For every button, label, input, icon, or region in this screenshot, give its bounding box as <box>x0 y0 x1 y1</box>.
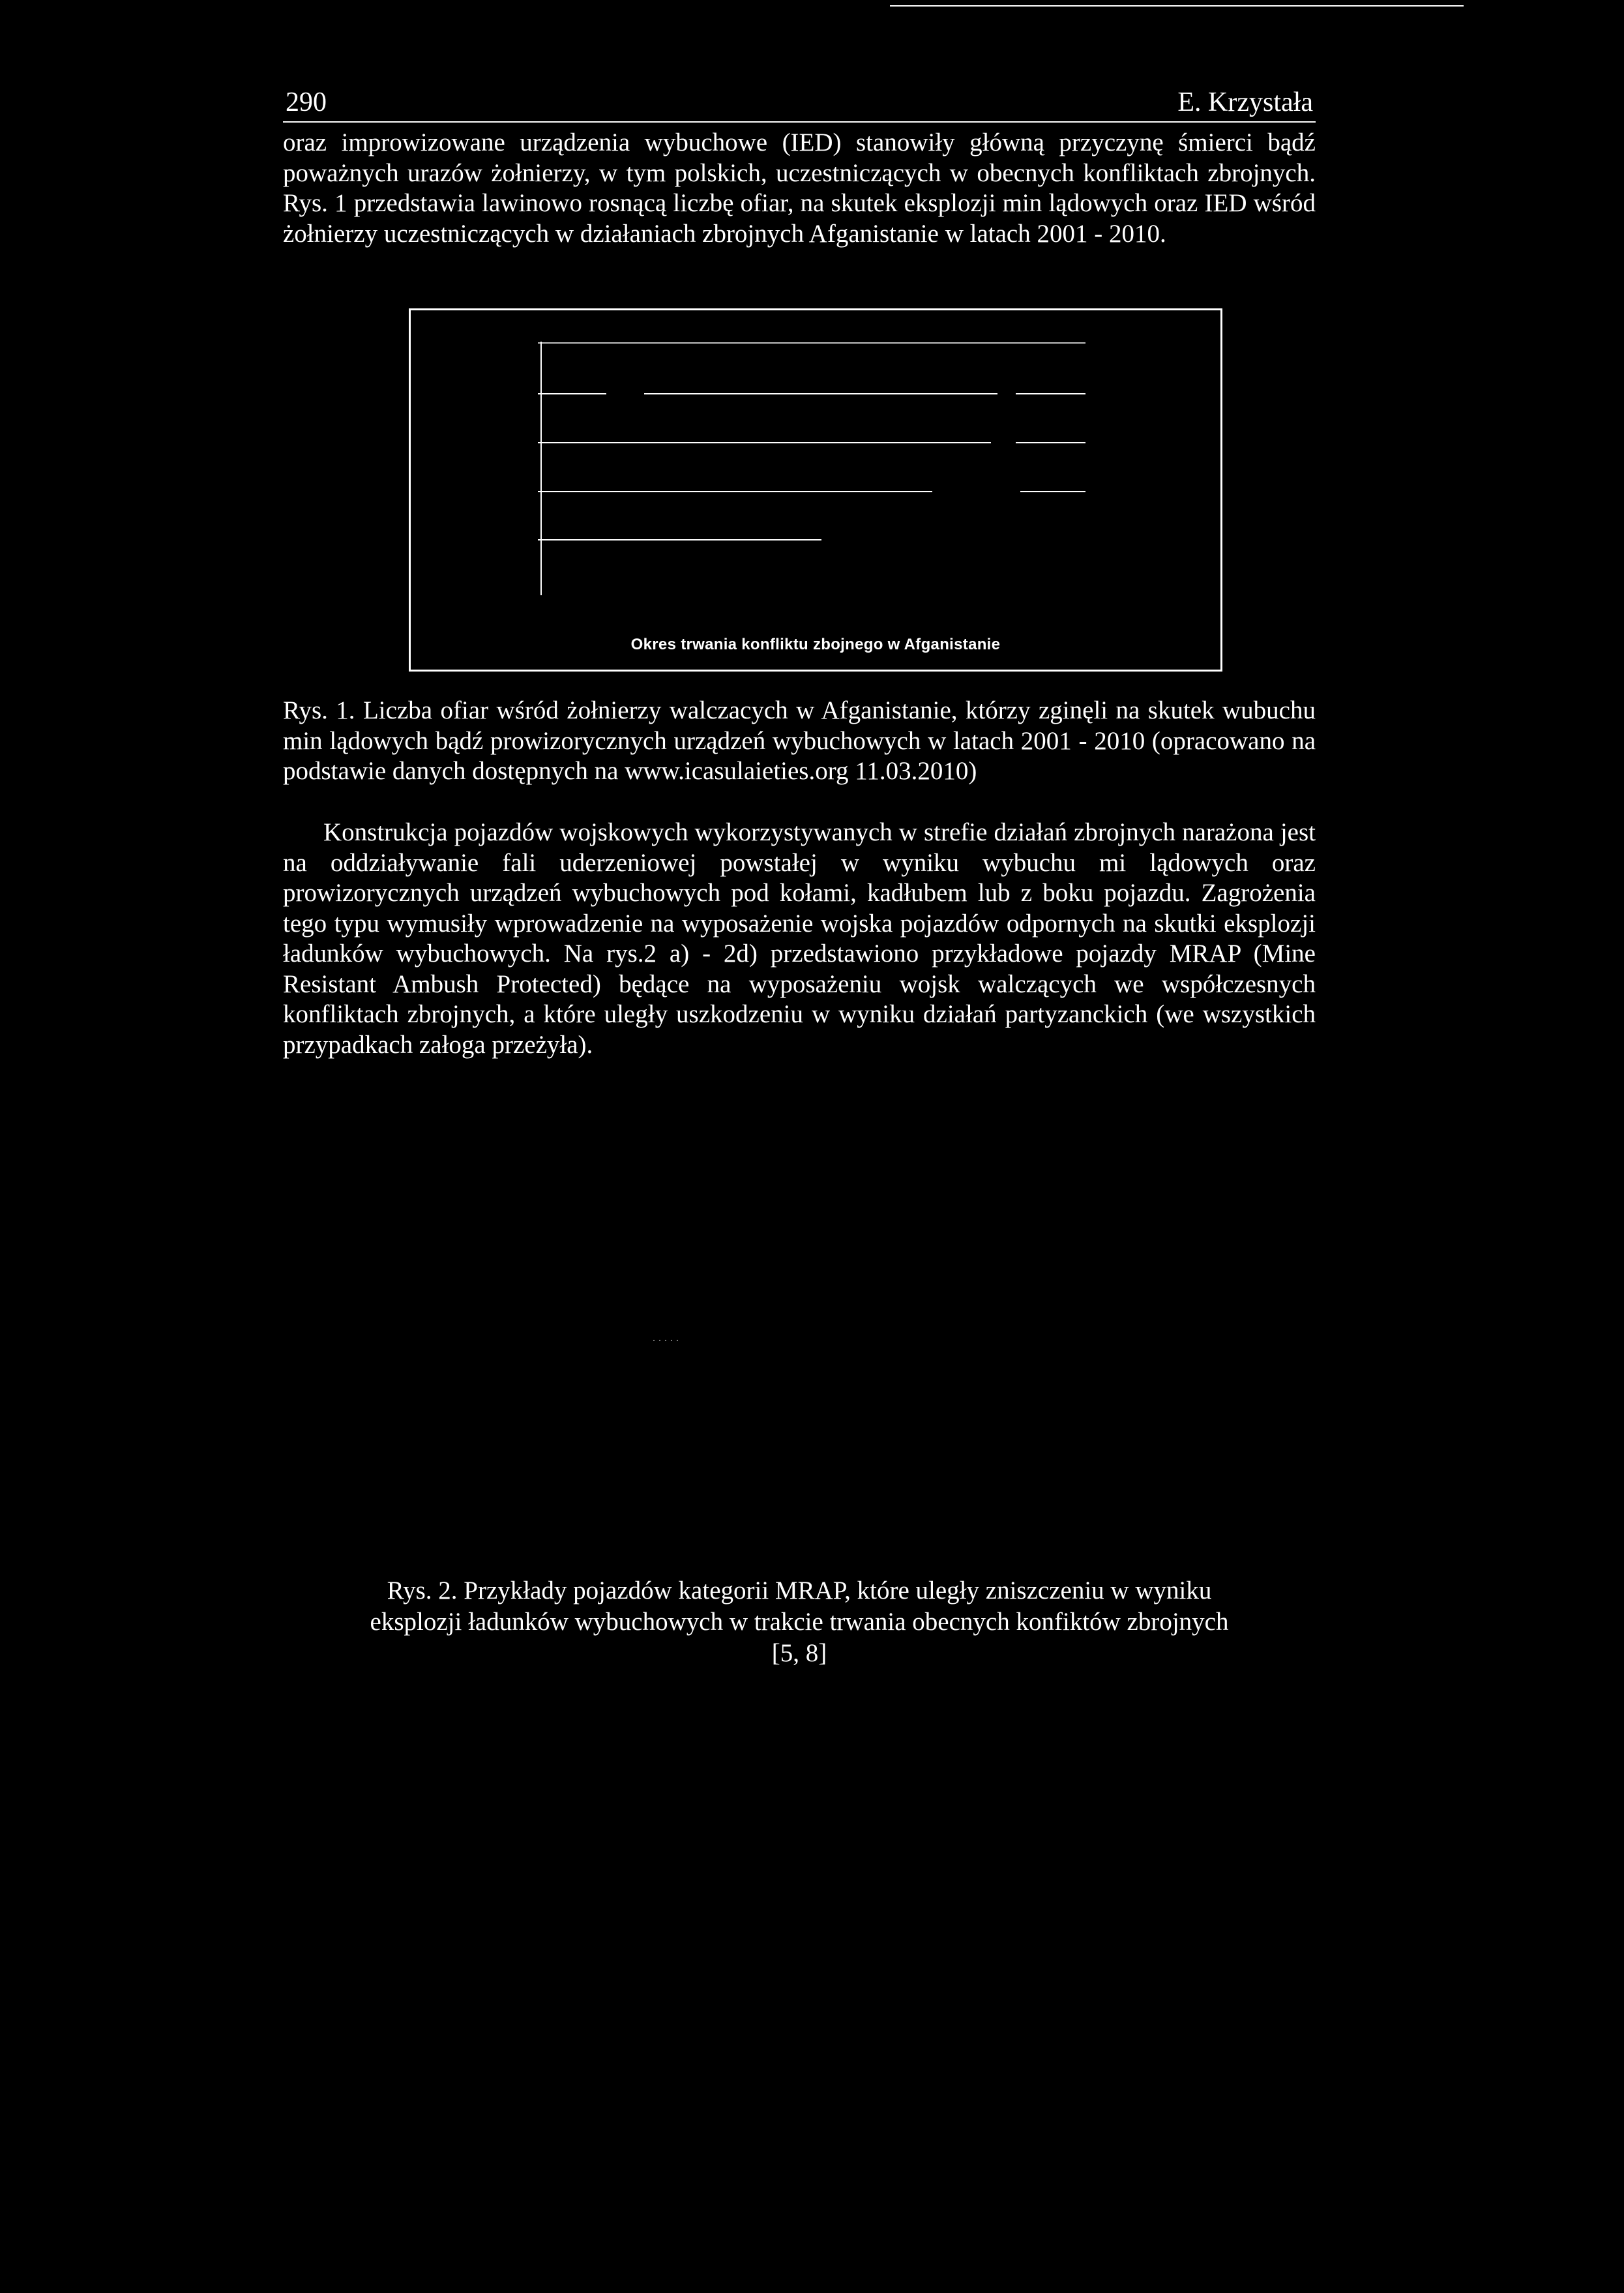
figure-2-caption-line-3: [5, 8] <box>771 1639 827 1667</box>
running-head-author: E. Krzystała <box>1177 87 1313 117</box>
figure-2-caption-line-1: Rys. 2. Przykłady pojazdów kategorii MRAP, które uległy zniszczeniu w wyniku <box>387 1576 1212 1605</box>
scan-artifact-dots: ····· <box>652 1334 681 1347</box>
page-number: 290 <box>286 87 327 117</box>
top-rule <box>890 5 1464 7</box>
figure-2-caption-line-2: eksplozji ładunków wybuchowych w trakcie trwania obecnych konfiktów zbrojnych <box>370 1608 1229 1636</box>
figure-1-chart <box>409 308 1222 672</box>
figure-2-caption <box>283 1575 1316 1669</box>
chart-gridlines <box>538 342 1085 595</box>
chart-plot-area <box>411 310 1220 670</box>
body-paragraph-1: oraz improwizowane urządzenia wybuchowe (IED) stanowiły główną przyczynę śmierci bądź poważnych urazów żołnierzy, w tym polskich, uczestniczących w obecnych konfliktach zbrojnych. Rys. 1 przedstawia lawinowo rosnącą liczbę ofiar, na skutek eksplozji min lądowych oraz IED wśród żołnierzy uczestniczących w działaniach zbrojnych Afganistanie w latach 2001 - 2010. <box>283 128 1316 248</box>
chart-x-axis-label: Okres trwania konfliktu zbojnego w Afganistanie <box>630 636 1001 653</box>
body-paragraph-2: Konstrukcja pojazdów wojskowych wykorzystywanych w strefie działań zbrojnych narażona jest na oddziaływanie fali uderzeniowej powstałej w wyniku wybuchu mi lądowych oraz prowizorycznych urządzeń wybuchowych pod kołami, kadłubem lub z boku pojazdu. Zagrożenia tego typu wymusiły wprowadzenie na wyposażenie wojska pojazdów odpornych na skutki eksplozji ładunków wybuchowych. Na rys.2 a) - 2d) przedstawiono przykładowe pojazdy MRAP (Mine Resistant Ambush Protected) będące na wyposażeniu wojsk walczących we współczesnych konfliktach zbrojnych, a które uległy uszkodzeniu w wyniku działań partyzanckich (we wszystkich przypadkach załoga przeżyła). <box>283 818 1316 1059</box>
figure-1-caption: Rys. 1. Liczba ofiar wśród żołnierzy walczacych w Afganistanie, którzy zginęli na skutek wubuchu min lądowych bądź prowizorycznych urządzeń wybuchowych w latach 2001 - 2010 (opracowano na podstawie danych dostępnych na www.icasulaieties.org 11.03.2010) <box>283 696 1316 785</box>
running-head <box>283 83 1316 123</box>
